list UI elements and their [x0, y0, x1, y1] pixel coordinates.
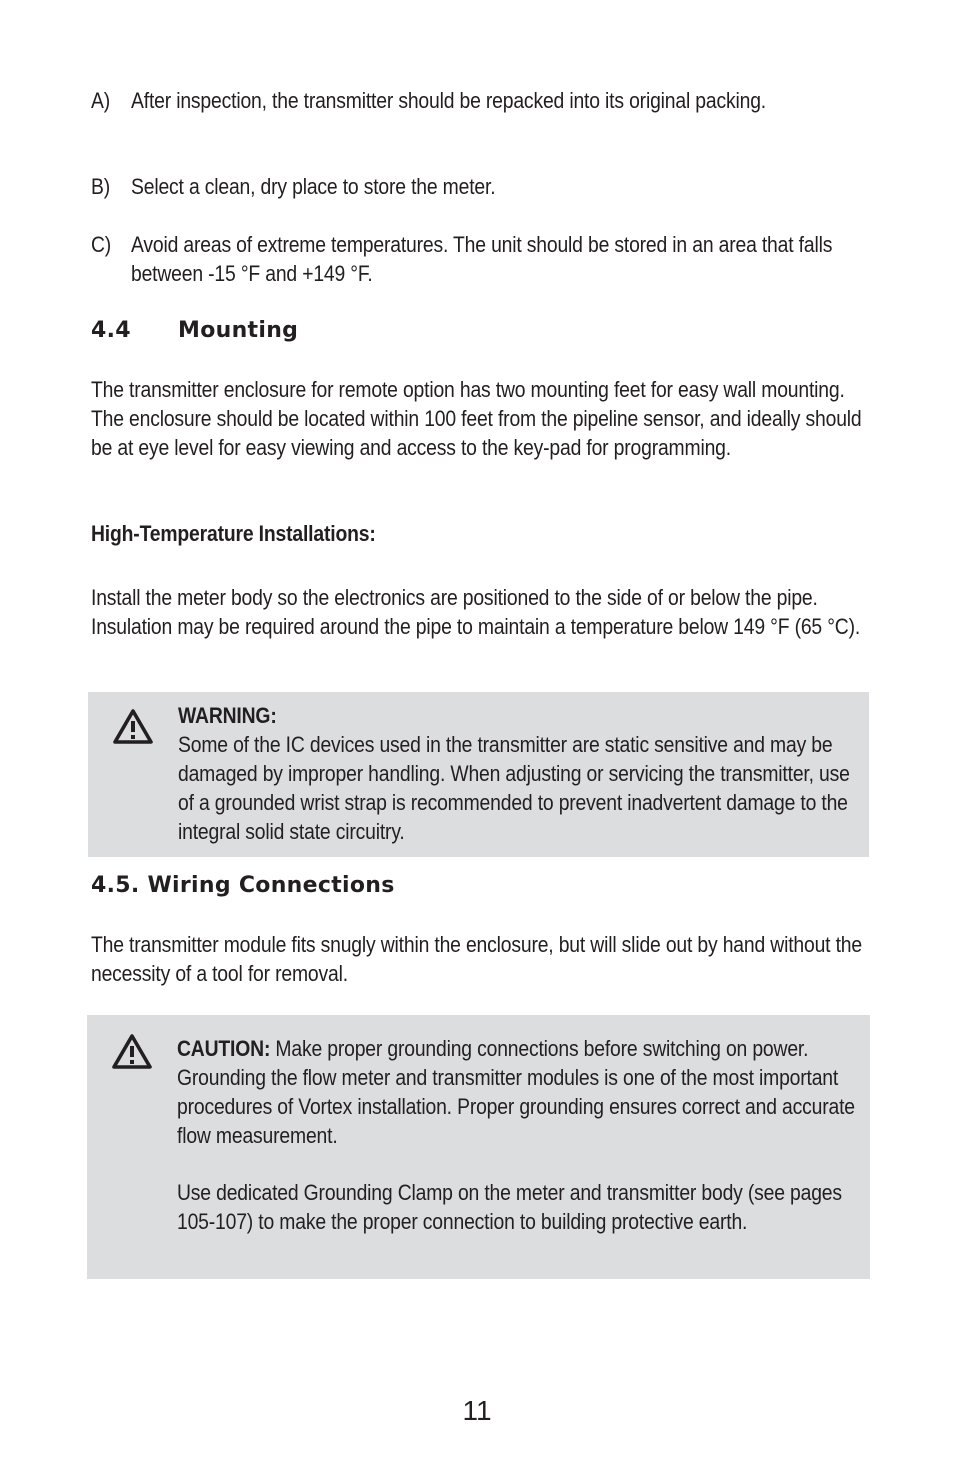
- section-number: 4.4: [91, 318, 131, 343]
- wiring-paragraph: The transmitter module fits snugly within the enclosure, but will slide out by hand without the necessity of a tool for removal.: [91, 932, 862, 986]
- section-heading-mounting: [91, 318, 298, 344]
- list-item-letter: C): [91, 232, 112, 257]
- section-heading-wiring: 4.5. Wiring Connections: [91, 873, 395, 898]
- list-item-text: Select a clean, dry place to store the meter.: [131, 174, 496, 199]
- caution-box: [87, 1015, 870, 1279]
- page-number: 11: [462, 1395, 492, 1426]
- caution-text: Make proper grounding connections before switching on power. Grounding the flow meter and transmitter modules is one of the most important procedures of Vortex installation. Proper grounding ensures correct and accurate flow measurement.: [177, 1036, 855, 1148]
- warning-content: [178, 701, 857, 846]
- list-item-text: After inspection, the transmitter should be repacked into its original packing.: [131, 88, 766, 113]
- warning-text: Some of the IC devices used in the transmitter are static sensitive and may be damaged by improper handling. When adjusting or servicing the transmitter, use of a grounded wrist strap is recommended to prevent inadvertent damage to the integral solid state circuitry.: [178, 732, 850, 844]
- section-title: Mounting: [178, 318, 299, 343]
- high-temperature-paragraph: Install the meter body so the electronics are positioned to the side of or below the pipe. Insulation may be required around the pipe to maintain a temperature below 149 °F (65 °C).: [91, 585, 861, 639]
- caution-content: [177, 1034, 856, 1150]
- warning-triangle-icon: [112, 708, 154, 746]
- warning-label: WARNING:: [178, 703, 277, 728]
- warning-box: [88, 692, 869, 857]
- high-temperature-subheading: High-Temperature Installations:: [91, 521, 376, 546]
- list-item-letter: A): [91, 88, 111, 113]
- caution-label: CAUTION:: [177, 1036, 271, 1061]
- list-item-text: Avoid areas of extreme temperatures. The unit should be stored in an area that falls between -15 °F and +149 °F.: [131, 232, 833, 286]
- list-item-letter: B): [91, 174, 111, 199]
- warning-triangle-icon: [111, 1033, 153, 1071]
- caution-text-2: Use dedicated Grounding Clamp on the meter and transmitter body (see pages 105-107) to make the proper connection to building protective earth.: [177, 1180, 842, 1234]
- mounting-paragraph: The transmitter enclosure for remote option has two mounting feet for easy wall mounting. The enclosure should be located within 100 feet from the pipeline sensor, and ideally should be at eye level for easy viewing and access to the key-pad for programming.: [91, 377, 862, 460]
